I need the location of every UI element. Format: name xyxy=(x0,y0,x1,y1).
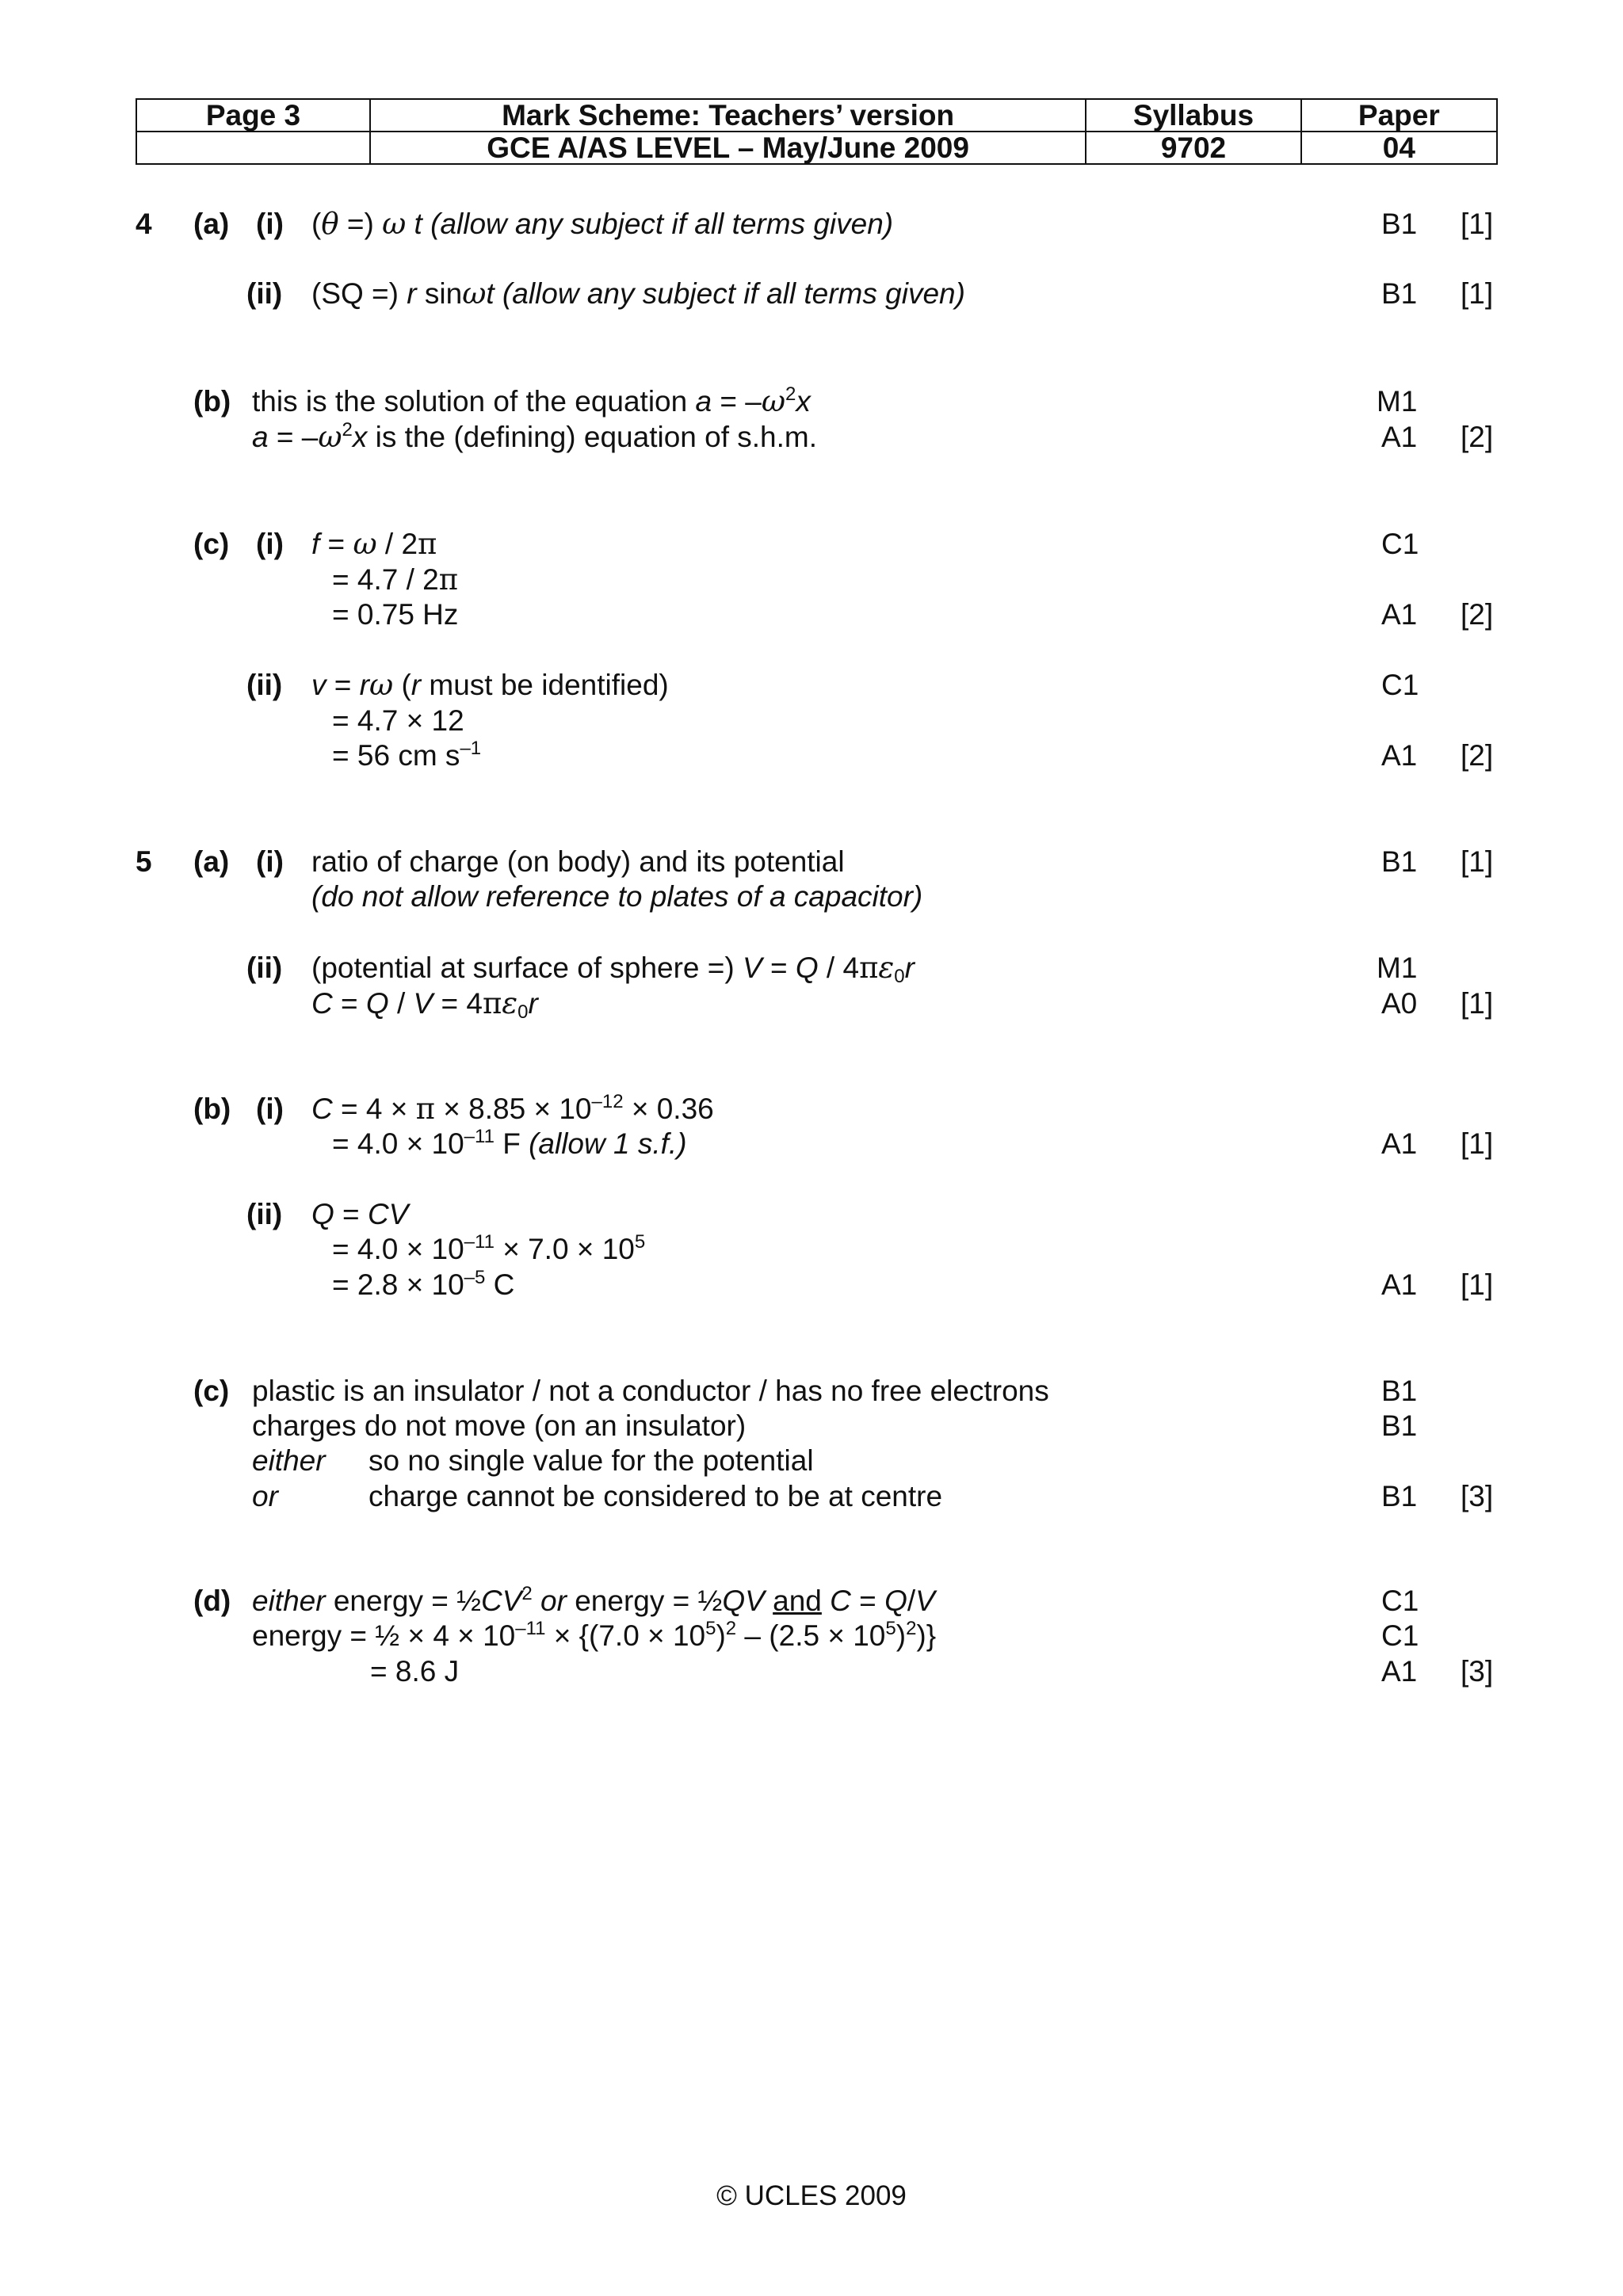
q5-part-b-label: (b) xyxy=(193,1093,231,1125)
q4-part-a-label: (a) xyxy=(193,208,230,240)
q4c-ii-line1: v = rω (r must be identified) xyxy=(311,668,669,702)
q4c-sub-ii-label: (ii) xyxy=(246,669,283,701)
q4a-i-total: [1] xyxy=(1461,208,1494,240)
q5b-sub-ii-label: (ii) xyxy=(246,1198,283,1230)
q4c-ii-total: [2] xyxy=(1461,739,1494,772)
q4c-ii-line3: = 56 cm $s^{-1}$ xyxy=(332,738,482,772)
q5a-i-line1: ratio of charge (on body) and its potential xyxy=(311,845,845,878)
q5c-line4: charge cannot be considered to be at centre xyxy=(369,1480,943,1512)
q5b-ii-line1: Q = CV xyxy=(311,1198,409,1230)
q5d-line2: energy = ½ × $4 \times 10^{-11} \times \{(7.0 \times 10^5)^2 - (2.5 \times 10^5)^2)$} xyxy=(252,1618,937,1652)
q5b-ii-line3: = $2.8 \times 10^{-5}$ C xyxy=(332,1267,515,1301)
header-paper-code: 04 xyxy=(1301,132,1497,164)
header-exam: GCE A/AS LEVEL – May/June 2009 xyxy=(370,132,1086,164)
question-number-5: 5 xyxy=(136,845,152,878)
footer-copyright: © UCLES 2009 xyxy=(716,2180,907,2211)
q5-part-c-label: (c) xyxy=(193,1375,230,1407)
q5b-i-mark: A1 xyxy=(1381,1127,1418,1160)
q4c-ii-line2: = 4.7 × 12 xyxy=(332,704,464,737)
q4b-line1: this is the solution of the equation $a = -\omega^2x$ xyxy=(252,383,811,418)
q5c-line2: charges do not move (on an insulator) xyxy=(252,1409,747,1442)
q5c-mark1: B1 xyxy=(1381,1375,1418,1407)
header-empty-cell xyxy=(136,132,370,164)
q4c-ii-mark1: C1 xyxy=(1381,669,1419,701)
q4a-sub-i-label: (i) xyxy=(256,208,284,240)
q5a-i-mark: B1 xyxy=(1381,845,1418,878)
q5b-i-line2: = $4.0 \times 10^{-11}$ F (allow 1 s.f.) xyxy=(332,1126,687,1160)
q5d-line3: = 8.6 J xyxy=(370,1655,460,1688)
q5-part-a-label: (a) xyxy=(193,845,230,878)
q5c-total: [3] xyxy=(1461,1480,1494,1512)
q4b-mark1: M1 xyxy=(1377,385,1418,418)
q5a-ii-line2: $C = Q / V = 4\pi\varepsilon_0r$ xyxy=(311,986,538,1023)
q4c-i-line2: = 4.7 / 2π xyxy=(332,563,459,597)
q5a-sub-i-label: (i) xyxy=(256,845,284,878)
q5b-i-line1: $C = 4 \times \pi \times 8.85 \times 10^{-12} \times 0.36$ xyxy=(311,1091,714,1126)
q5a-ii-mark1: M1 xyxy=(1377,952,1418,984)
q4c-i-line1: f = ω / 2π xyxy=(311,527,437,561)
q4a-sub-ii-label: (ii) xyxy=(246,277,283,310)
q4c-sub-i-label: (i) xyxy=(256,528,284,560)
q4b-line2: $a = -\omega^2x$ is the (defining) equation of s.h.m. xyxy=(252,419,818,454)
header-syllabus-code: 9702 xyxy=(1086,132,1300,164)
q5a-ii-total: [1] xyxy=(1461,987,1494,1020)
q5b-ii-total: [1] xyxy=(1461,1268,1494,1301)
q5d-mark2: C1 xyxy=(1381,1619,1419,1652)
q5c-line1: plastic is an insulator / not a conductor / has no free electrons xyxy=(252,1375,1049,1407)
header-paper-label: Paper xyxy=(1301,99,1497,132)
q5a-i-line2: (do not allow reference to plates of a capacitor) xyxy=(311,880,923,913)
q4a-i-mark: B1 xyxy=(1381,208,1418,240)
q4b-mark2: A1 xyxy=(1381,421,1418,453)
q5c-mark2: B1 xyxy=(1381,1409,1418,1442)
q5c-mark3: B1 xyxy=(1381,1480,1418,1512)
q5-part-d-label: (d) xyxy=(193,1585,231,1617)
q5c-line3: so no single value for the potential xyxy=(369,1444,814,1477)
q5b-sub-i-label: (i) xyxy=(256,1093,284,1125)
q4a-ii-mark: B1 xyxy=(1381,277,1418,310)
q5d-total: [3] xyxy=(1461,1655,1494,1688)
q5d-mark3: A1 xyxy=(1381,1655,1418,1688)
q4c-ii-mark2: A1 xyxy=(1381,739,1418,772)
q4a-ii-total: [1] xyxy=(1461,277,1494,310)
q5b-i-total: [1] xyxy=(1461,1127,1494,1160)
q5a-sub-ii-label: (ii) xyxy=(246,952,283,984)
q5b-ii-mark: A1 xyxy=(1381,1268,1418,1301)
q5d-mark1: C1 xyxy=(1381,1585,1419,1617)
header-syllabus-label: Syllabus xyxy=(1086,99,1300,132)
q4b-total: [2] xyxy=(1461,421,1494,453)
question-number-4: 4 xyxy=(136,208,152,240)
header-title: Mark Scheme: Teachers’ version xyxy=(370,99,1086,132)
q5d-line1: either energy = $\frac{1}{2}CV^2$ or energy = ½QV and C = Q/V xyxy=(252,1583,935,1617)
q5a-ii-line1: (potential at surface of sphere =) $V = Q / 4\pi\varepsilon_0r$ xyxy=(311,951,915,987)
q4a-ii-answer: (SQ =) r sinωt (allow any subject if all terms given) xyxy=(311,277,965,311)
q4a-i-answer: (θ =) ω t (allow any subject if all terms given) xyxy=(311,207,894,241)
q5c-either-label: either xyxy=(252,1444,326,1477)
q5c-or-label: or xyxy=(252,1480,278,1512)
q4c-i-mark2: A1 xyxy=(1381,598,1418,631)
q5b-ii-line2: = $4.0 \times 10^{-11} \times 7.0 \times 10^5$ xyxy=(332,1231,646,1265)
q5a-ii-mark2: A0 xyxy=(1381,987,1418,1020)
header-page: Page 3 xyxy=(136,99,370,132)
header-table xyxy=(136,98,1498,165)
q4-part-b-label: (b) xyxy=(193,385,231,418)
q4c-i-mark1: C1 xyxy=(1381,528,1419,560)
q4-part-c-label: (c) xyxy=(193,528,230,560)
q4c-i-line3: = 0.75 Hz xyxy=(332,598,459,631)
q4c-i-total: [2] xyxy=(1461,598,1494,631)
q5a-i-total: [1] xyxy=(1461,845,1494,878)
